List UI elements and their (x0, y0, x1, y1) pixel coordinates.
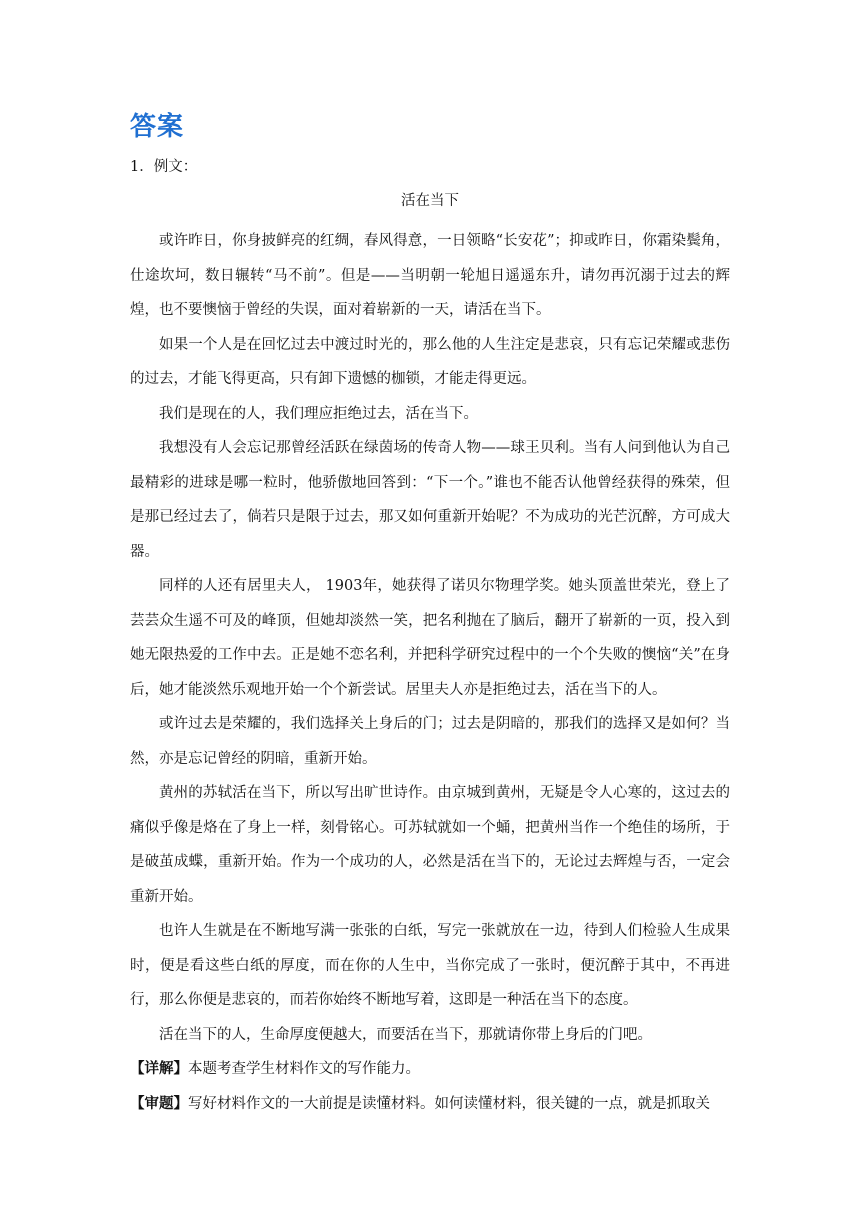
essay-paragraph: 活在当下的人，生命厚度便越大，而要活在当下，那就请你带上身后的门吧。 (159, 1026, 652, 1043)
essay-paragraph: 黄州的苏轼活在当下，所以写出旷世诗作。由京城到黄州，无疑是令人心寒的，这过去的痛似乎像是烙在了身上一样，刻骨铭心。可苏轼就如一个蛹，把黄州当作一个绝佳的场所，于是破茧成蝶，重新开始。作为一个成功的人，必然是活在当下的，无论过去辉煌与否，一定会重新开始。 (130, 785, 730, 905)
essay-paragraph: 我想没有人会忘记那曾经活跃在绿茵场的传奇人物——球王贝利。当有人问到他认为自己最精彩的进球是哪一粒时，他骄傲地回答到：“下一个。”谁也不能否认他曾经获得的殊荣，但是那已经过去了，倘若只是限于过去，那又如何重新开始呢？不为成功的光芒沉醉，方可成大器。 (130, 440, 730, 560)
essay-paragraph: 或许昨日，你身披鲜亮的红绸，春风得意，一日领略“长安花”；抑或昨日，你霜染鬓角，仕途坎坷，数日辗转“马不前”。但是——当明朝一轮旭日遥遥东升，请勿再沉溺于过去的辉煌，也不要懊恼于曾经的失误，面对着崭新的一天，请活在当下。 (130, 233, 730, 318)
question-number: 1．例文： (130, 159, 198, 175)
detail-note (130, 1052, 730, 1087)
review-text: 写好材料作文的一大前提是读懂材料。如何读懂材料，很关键的一点，就是抓取关 (188, 1095, 710, 1112)
essay-title: 活在当下 (401, 193, 459, 209)
review-note (130, 1087, 730, 1122)
review-label: 【审题】 (130, 1094, 188, 1112)
answer-content (130, 152, 730, 1121)
essay-paragraph: 或许过去是荣耀的，我们选择关上身后的门；过去是阴暗的，那我们的选择又是如何？当然，亦是忘记曾经的阴暗，重新开始。 (130, 716, 730, 767)
essay-paragraph: 我们是现在的人，我们理应拒绝过去，活在当下。 (159, 405, 478, 422)
essay-paragraph: 同样的人还有居里夫人， 1903年，她获得了诺贝尔物理学奖。她头顶盖世荣光，登上了芸芸众生遥不可及的峰顶，但她却淡然一笑，把名利抛在了脑后，翻开了崭新的一页，投入到她无限热爱的工作中去。正是她不恋名利，并把科学研究过程中的一个个失败的懊恼“关”在身后，她才能淡然乐观地开始一个个新尝试。居里夫人亦是拒绝过去，活在当下的人。 (130, 578, 730, 698)
answer-heading: 答案 (130, 112, 185, 142)
essay-paragraph: 也许人生就是在不断地写满一张张的白纸，写完一张就放在一边，待到人们检验人生成果时，便是看这些白纸的厚度，而在你的人生中，当你完成了一张时，便沉醉于其中，不再进行，那么你便是悲哀的，而若你始终不断地写着，这即是一种活在当下的态度。 (130, 923, 730, 1008)
detail-text: 本题考查学生材料作文的写作能力。 (188, 1061, 420, 1077)
detail-label: 【详解】 (130, 1060, 188, 1077)
essay-paragraph: 如果一个人是在回忆过去中渡过时光的，那么他的人生注定是悲哀，只有忘记荣耀或悲伤的过去，才能飞得更高，只有卸下遗憾的枷锁，才能走得更远。 (130, 336, 730, 387)
